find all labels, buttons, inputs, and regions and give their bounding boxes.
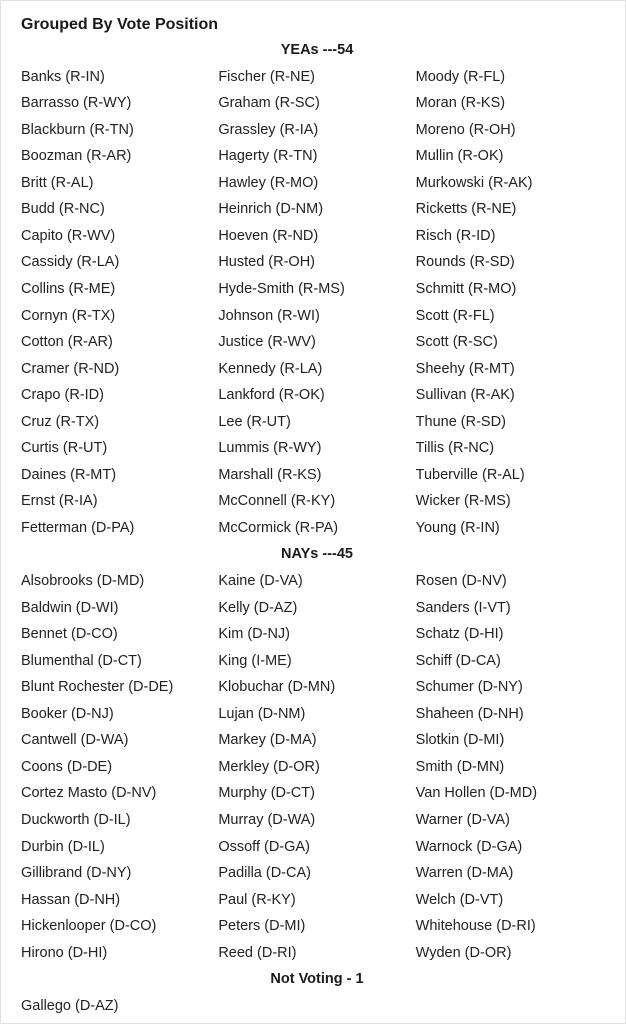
senator-name: Blackburn (R-TN) xyxy=(21,121,134,138)
senator-name: Warnock (D-GA) xyxy=(415,838,523,855)
nays-column xyxy=(21,568,218,966)
senator-name: Cortez Masto (D-NV) xyxy=(21,785,157,802)
senator-name: Hawley (R-MO) xyxy=(218,174,319,191)
senator-name: Kaine (D-VA) xyxy=(218,573,303,590)
senator-name: Rosen (D-NV) xyxy=(415,573,507,590)
senator-name: Rounds (R-SD) xyxy=(415,254,515,271)
senator-name: Schiff (D-CA) xyxy=(415,652,501,669)
senator-name: Warren (D-MA) xyxy=(415,865,514,882)
senator-name: Moran (R-KS) xyxy=(415,95,506,112)
senator-name: Blunt Rochester (D-DE) xyxy=(21,679,174,696)
nays-column xyxy=(416,568,613,966)
senator-name: Tuberville (R-AL) xyxy=(415,466,525,483)
senator-name: Justice (R-WV) xyxy=(218,334,316,351)
senator-name: Sullivan (R-AK) xyxy=(415,387,515,404)
senator-name: Whitehouse (D-RI) xyxy=(415,918,536,935)
nays-title: NAYs ---45 xyxy=(281,546,353,563)
senator-name: Padilla (D-CA) xyxy=(218,865,311,882)
senator-name: Tillis (R-NC) xyxy=(415,440,495,457)
senator-name: Lankford (R-OK) xyxy=(218,387,325,404)
senator-name: Gallego (D-AZ) xyxy=(21,997,119,1014)
nays-grid xyxy=(21,568,613,966)
senator-name: Scott (R-FL) xyxy=(415,307,495,324)
senator-name: Markey (D-MA) xyxy=(218,732,317,749)
senator-name: Banks (R-IN) xyxy=(21,68,105,85)
senator-name: Cruz (R-TX) xyxy=(21,413,100,430)
senator-name: Durbin (D-IL) xyxy=(21,838,105,855)
yeas-grid xyxy=(21,64,613,542)
senator-name: Kim (D-NJ) xyxy=(218,626,291,643)
senator-name: Schumer (D-NY) xyxy=(415,679,523,696)
senator-name: Moreno (R-OH) xyxy=(415,121,516,138)
senator-name: Cornyn (R-TX) xyxy=(21,307,116,324)
senator-name: Grassley (R-IA) xyxy=(218,121,319,138)
senator-name: Budd (R-NC) xyxy=(21,201,105,218)
senator-name: Kelly (D-AZ) xyxy=(218,599,298,616)
senator-name: Collins (R-ME) xyxy=(21,280,116,297)
senator-name: Scott (R-SC) xyxy=(415,334,498,351)
senator-name: Lummis (R-WY) xyxy=(218,440,322,457)
senator-name: Duckworth (D-IL) xyxy=(21,811,131,828)
senator-name: Hoeven (R-ND) xyxy=(218,227,319,244)
senator-name: Fetterman (D-PA) xyxy=(21,519,135,536)
senator-name: Crapo (R-ID) xyxy=(21,387,104,404)
senator-name: Van Hollen (D-MD) xyxy=(415,785,538,802)
senator-name: Johnson (R-WI) xyxy=(218,307,320,324)
not-voting-column xyxy=(21,993,219,1020)
yeas-column xyxy=(416,64,613,542)
nays-column xyxy=(218,568,415,966)
senator-name: Curtis (R-UT) xyxy=(21,440,108,457)
yeas-title: YEAs ---54 xyxy=(280,42,354,58)
not-voting-title: Not Voting - 1 xyxy=(270,971,364,988)
senator-name: McConnell (R-KY) xyxy=(218,493,336,510)
senator-name: Sheehy (R-MT) xyxy=(415,360,515,377)
senator-name: Fischer (R-NE) xyxy=(218,68,315,85)
senator-name: Hagerty (R-TN) xyxy=(218,148,318,165)
senator-name: King (I-ME) xyxy=(218,652,292,669)
senator-name: Coons (D-DE) xyxy=(21,758,113,775)
senator-name: Hirono (D-HI) xyxy=(21,944,108,961)
senator-name: Cramer (R-ND) xyxy=(21,360,120,377)
page-heading: Grouped By Vote Position xyxy=(21,16,219,33)
yeas-column xyxy=(218,64,415,542)
senator-name: Ricketts (R-NE) xyxy=(415,201,517,218)
senator-name: Murkowski (R-AK) xyxy=(415,174,533,191)
senator-name: Ernst (R-IA) xyxy=(21,493,98,510)
senator-name: Murphy (D-CT) xyxy=(218,785,315,802)
senator-name: Boozman (R-AR) xyxy=(21,148,132,165)
senator-name: Schatz (D-HI) xyxy=(415,626,504,643)
senator-name: Peters (D-MI) xyxy=(218,918,306,935)
senator-name: Barrasso (R-WY) xyxy=(21,95,132,112)
senator-name: Wicker (R-MS) xyxy=(415,493,511,510)
senator-name: Merkley (D-OR) xyxy=(218,758,320,775)
senator-name: Husted (R-OH) xyxy=(218,254,316,271)
senator-name: McCormick (R-PA) xyxy=(218,519,339,536)
senator-name: Slotkin (D-MI) xyxy=(415,732,505,749)
yeas-column xyxy=(21,64,218,542)
not-voting-grid xyxy=(21,993,613,1020)
senator-name: Ossoff (D-GA) xyxy=(218,838,310,855)
senator-name: Alsobrooks (D-MD) xyxy=(21,573,145,590)
senator-name: Kennedy (R-LA) xyxy=(218,360,323,377)
senator-name: Booker (D-NJ) xyxy=(21,705,114,722)
senator-name: Moody (R-FL) xyxy=(415,68,506,85)
senator-name: Gillibrand (D-NY) xyxy=(21,865,132,882)
senator-name: Heinrich (D-NM) xyxy=(218,201,324,218)
senator-name: Paul (R-KY) xyxy=(218,891,296,908)
senator-name: Sanders (I-VT) xyxy=(415,599,511,616)
senator-name: Cassidy (R-LA) xyxy=(21,254,120,271)
senator-name: Baldwin (D-WI) xyxy=(21,599,119,616)
senator-name: Capito (R-WV) xyxy=(21,227,116,244)
senator-name: Lee (R-UT) xyxy=(218,413,291,430)
senator-name: Lujan (D-NM) xyxy=(218,705,306,722)
senator-name: Hassan (D-NH) xyxy=(21,891,121,908)
senator-name: Smith (D-MN) xyxy=(415,758,505,775)
senator-name: Risch (R-ID) xyxy=(415,227,496,244)
senator-name: Bennet (D-CO) xyxy=(21,626,118,643)
senator-name: Britt (R-AL) xyxy=(21,174,94,191)
senator-name: Blumenthal (D-CT) xyxy=(21,652,142,669)
senator-name: Thune (R-SD) xyxy=(415,413,506,430)
senator-name: Klobuchar (D-MN) xyxy=(218,679,336,696)
senator-name: Cantwell (D-WA) xyxy=(21,732,129,749)
senator-name: Hyde-Smith (R-MS) xyxy=(218,280,345,297)
vote-results xyxy=(21,13,613,1019)
senator-name: Cotton (R-AR) xyxy=(21,334,113,351)
senator-name: Warner (D-VA) xyxy=(415,811,510,828)
senator-name: Shaheen (D-NH) xyxy=(415,705,524,722)
senator-name: Young (R-IN) xyxy=(415,519,500,536)
senator-name: Daines (R-MT) xyxy=(21,466,117,483)
senator-name: Schmitt (R-MO) xyxy=(415,280,517,297)
senator-name: Reed (D-RI) xyxy=(218,944,297,961)
senator-name: Murray (D-WA) xyxy=(218,811,316,828)
senator-name: Mullin (R-OK) xyxy=(415,148,504,165)
senator-name: Graham (R-SC) xyxy=(218,95,320,112)
senator-name: Welch (D-VT) xyxy=(415,891,504,908)
senator-name: Marshall (R-KS) xyxy=(218,466,322,483)
senator-name: Hickenlooper (D-CO) xyxy=(21,918,157,935)
senator-name: Wyden (D-OR) xyxy=(415,944,512,961)
